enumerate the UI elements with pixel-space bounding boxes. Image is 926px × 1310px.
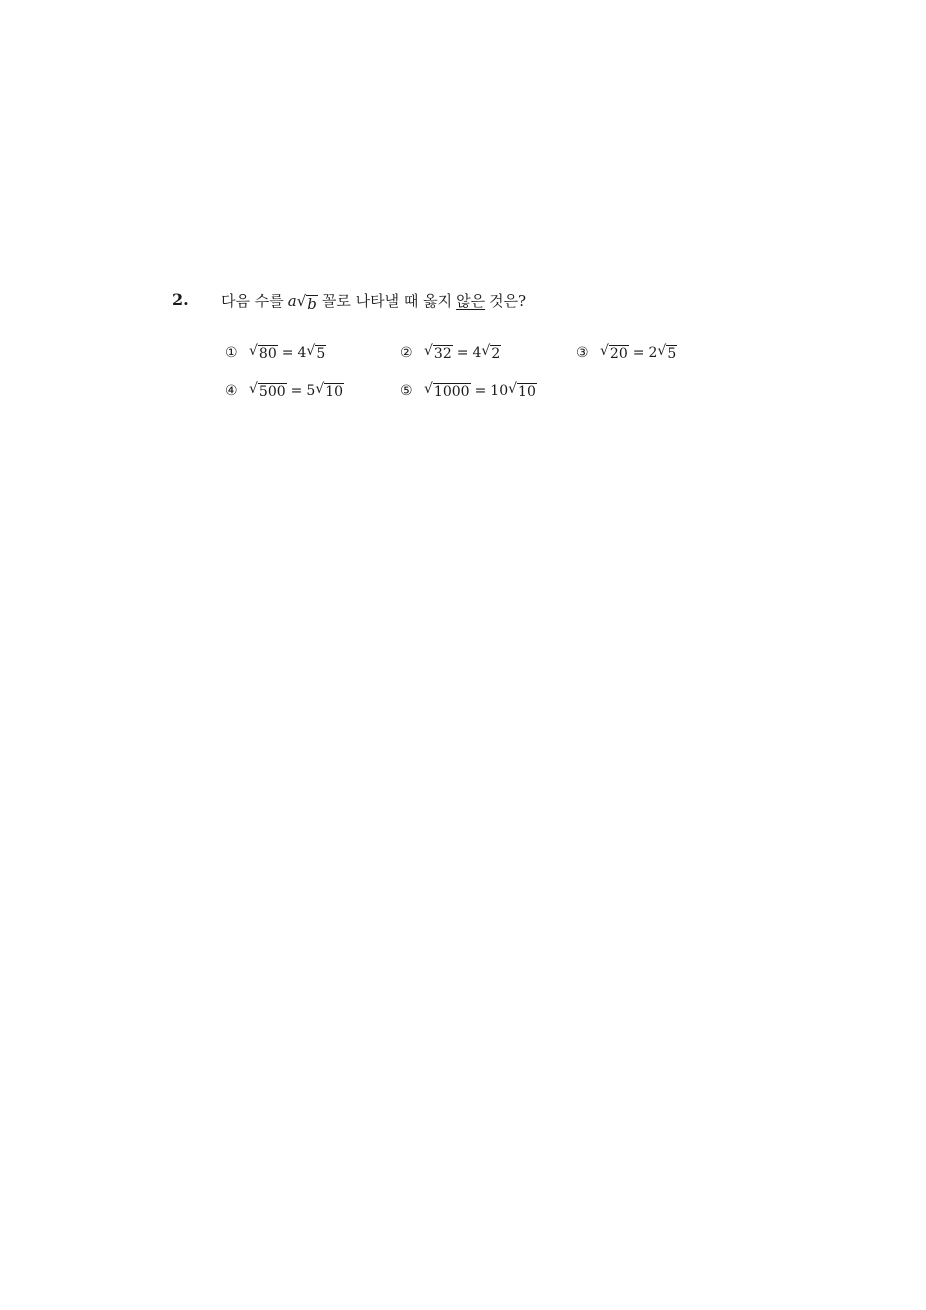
- question-before: 다음 수를: [221, 292, 284, 310]
- equals-sign: =: [290, 382, 303, 399]
- sqrt-lhs: √ 500: [249, 381, 286, 400]
- sqrt-rhs: √ 5: [306, 343, 326, 362]
- choice-5[interactable]: [400, 382, 537, 399]
- question-mid: 꼴로 나타낼 때 옳지: [321, 292, 453, 310]
- choice-marker: ④: [225, 382, 238, 399]
- question-text: [221, 290, 526, 312]
- question-after: 것은?: [489, 292, 527, 310]
- coefficient: 2: [648, 344, 658, 361]
- sqrt-lhs: √ 32: [424, 343, 452, 362]
- coefficient: 4: [472, 344, 482, 361]
- equals-sign: =: [456, 344, 469, 361]
- choice-marker: ②: [400, 344, 413, 361]
- equals-sign: =: [474, 382, 487, 399]
- problem-number: 2.: [172, 290, 189, 309]
- question-underlined: 않은: [456, 292, 486, 310]
- equals-sign: =: [632, 344, 645, 361]
- coefficient: 5: [306, 382, 316, 399]
- sqrt-rhs: √ 2: [481, 343, 501, 362]
- question-sqrt-b: √ b: [296, 292, 317, 313]
- choice-1[interactable]: [225, 344, 326, 361]
- sqrt-rhs: √ 10: [508, 381, 536, 400]
- sqrt-lhs: √ 80: [249, 343, 277, 362]
- sqrt-rhs: √ 5: [657, 343, 677, 362]
- coefficient: 4: [297, 344, 307, 361]
- coefficient: 10: [490, 382, 509, 399]
- question-var-a: a: [287, 292, 297, 310]
- sqrt-lhs: √ 20: [600, 343, 628, 362]
- equals-sign: =: [281, 344, 294, 361]
- sqrt-lhs: √ 1000: [424, 381, 470, 400]
- sqrt-rhs: √ 10: [315, 381, 344, 400]
- choice-3[interactable]: [576, 344, 677, 361]
- choice-4[interactable]: [225, 382, 344, 399]
- question-var-b: b: [307, 295, 317, 313]
- choice-marker: ①: [225, 344, 238, 361]
- choice-2[interactable]: [400, 344, 501, 361]
- choice-marker: ⑤: [400, 382, 413, 399]
- choice-marker: ③: [576, 344, 589, 361]
